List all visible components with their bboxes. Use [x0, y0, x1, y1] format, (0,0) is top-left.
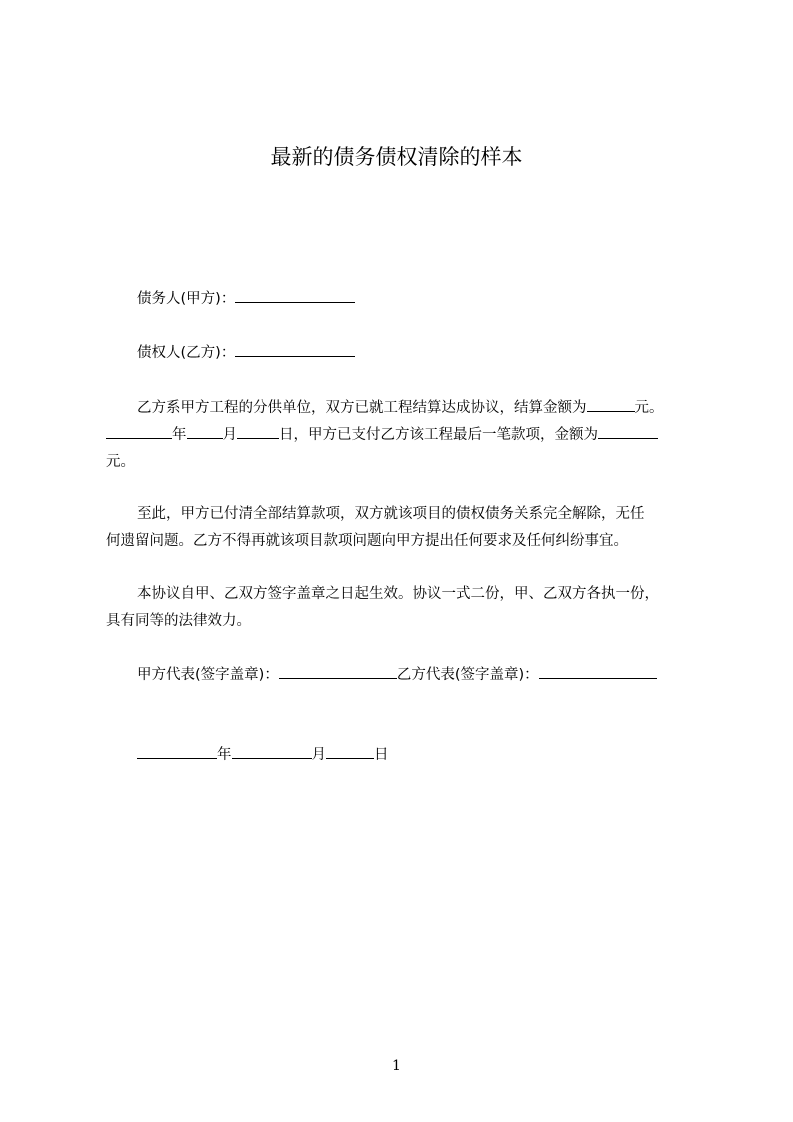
party-a-sign-blank: [279, 664, 397, 679]
payment-month-blank: [187, 424, 223, 439]
payment-month-label: 月: [222, 427, 237, 443]
date-month-label: 月: [311, 747, 326, 763]
para1-line1: [106, 397, 737, 419]
debtor-line: [106, 288, 737, 310]
para1-text-b: 元。: [634, 400, 664, 416]
para1-text-a: 乙方系甲方工程的分供单位，双方已就工程结算达成协议，结算金额为: [137, 400, 587, 416]
debtor-label: 债务人(甲方)：: [137, 291, 236, 307]
para1-line2: [106, 424, 706, 446]
payment-day-blank: [237, 424, 279, 439]
settlement-amount-blank: [587, 397, 635, 412]
para1-line2-text: 日，甲方已支付乙方该工程最后一笔款项，金额为: [279, 427, 598, 443]
date-year-blank: [137, 744, 217, 759]
creditor-blank: [235, 342, 355, 357]
creditor-line: [106, 342, 737, 364]
debtor-blank: [235, 288, 355, 303]
date-line: [106, 744, 737, 766]
payment-year-label: 年: [172, 427, 187, 443]
page-number: 1: [392, 1058, 401, 1074]
document-title: 最新的债务债权清除的样本: [270, 145, 523, 169]
party-a-sign-label: 甲方代表(签字盖章)：: [137, 667, 279, 683]
payment-year-blank: [106, 424, 172, 439]
creditor-label: 债权人(乙方)：: [137, 345, 236, 361]
date-day-blank: [326, 744, 374, 759]
date-day-label: 日: [374, 747, 389, 763]
date-year-label: 年: [217, 747, 232, 763]
para1-line3: 元。: [106, 454, 135, 470]
signature-line: [106, 664, 737, 686]
date-month-blank: [232, 744, 312, 759]
party-b-sign-label: 乙方代表(签字盖章)：: [396, 667, 539, 683]
final-payment-amount-blank: [598, 424, 658, 439]
para3-line1: 本协议自甲、乙双方签字盖章之日起生效。协议一式二份，甲、乙双方各执一份，: [137, 586, 659, 602]
para2-line2: 何遗留问题。乙方不得再就该项目款项问题向甲方提出任何要求及任何纠纷事宜。: [106, 533, 628, 549]
party-b-sign-blank: [539, 664, 657, 679]
para3-line2: 具有同等的法律效力。: [106, 613, 251, 629]
para2-line1: 至此，甲方已付清全部结算款项，双方就该项目的债权债务关系完全解除，无任: [137, 506, 645, 522]
